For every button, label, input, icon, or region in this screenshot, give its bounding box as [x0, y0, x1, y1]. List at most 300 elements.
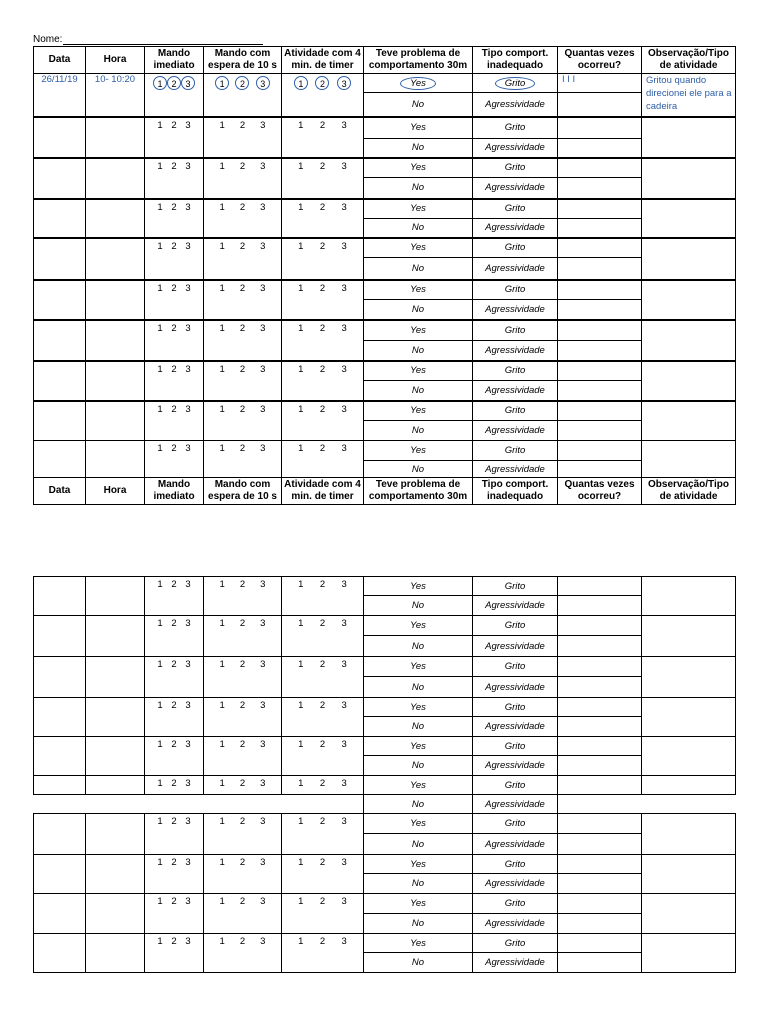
scale-option-1[interactable]: 1 — [157, 403, 163, 415]
type-agressividade-option[interactable] — [473, 381, 558, 401]
scale-option-3[interactable]: 3 — [185, 282, 191, 294]
scale-option-3[interactable]: 3 — [185, 160, 191, 172]
scale-option-1[interactable]: 1 — [157, 659, 163, 670]
scale-option-2[interactable]: 2 — [239, 579, 246, 590]
scale-option-2[interactable]: 2 — [239, 936, 246, 947]
scale-option-2[interactable]: 2 — [239, 739, 246, 750]
scale-option-2[interactable]: 2 — [319, 119, 326, 131]
scale-option-1[interactable]: 1 — [219, 700, 225, 711]
scale-option-2[interactable]: 2 — [171, 579, 177, 590]
type-grito-option[interactable] — [473, 441, 558, 461]
scale-option-2[interactable]: 2 — [171, 896, 177, 907]
scale-option-3[interactable]: 3 — [260, 857, 266, 868]
observation-cell[interactable] — [642, 737, 736, 776]
atividade-scale[interactable] — [282, 199, 364, 238]
count-cell[interactable] — [558, 577, 642, 596]
scale-option-1[interactable]: 1 — [219, 160, 225, 172]
problem-yes-option[interactable] — [364, 814, 473, 834]
mando-imediato-scale[interactable] — [145, 616, 204, 657]
scale-option-3[interactable]: 3 — [341, 700, 347, 711]
scale-option-2[interactable]: 2 — [319, 739, 326, 750]
type-grito-option[interactable] — [473, 776, 558, 795]
mando-espera-scale[interactable] — [204, 158, 282, 199]
count-cell[interactable] — [558, 616, 642, 636]
scale-option-3[interactable]: 3 — [341, 579, 347, 590]
scale-option-2[interactable]: 2 — [171, 778, 177, 789]
mando-imediato-scale[interactable] — [145, 401, 204, 441]
problem-yes-option[interactable] — [364, 117, 473, 139]
problem-yes-option[interactable] — [364, 698, 473, 717]
observation-cell[interactable] — [642, 698, 736, 737]
date-cell[interactable]: 26/11/19 — [34, 74, 86, 117]
date-cell[interactable] — [34, 577, 86, 616]
scale-option-1[interactable]: 1 — [153, 76, 167, 90]
mando-imediato-scale[interactable] — [145, 855, 204, 894]
observation-cell[interactable] — [642, 577, 736, 616]
scale-option-3[interactable]: 3 — [260, 739, 266, 750]
mando-imediato-scale[interactable] — [145, 199, 204, 238]
mando-espera-scale[interactable] — [204, 737, 282, 776]
count-cell[interactable] — [558, 934, 642, 953]
time-cell[interactable] — [86, 855, 145, 894]
time-cell[interactable] — [86, 441, 145, 478]
time-cell[interactable] — [86, 199, 145, 238]
mando-imediato-scale[interactable] — [145, 577, 204, 616]
problem-yes-option[interactable] — [364, 934, 473, 953]
scale-option-3[interactable]: 3 — [341, 857, 347, 868]
count-cell[interactable] — [558, 894, 642, 914]
count-cell[interactable] — [558, 814, 642, 834]
date-cell[interactable] — [34, 401, 86, 441]
scale-option-2[interactable]: 2 — [319, 857, 326, 868]
count-cell[interactable] — [558, 737, 642, 756]
type-agressividade-option[interactable] — [473, 717, 558, 737]
problem-no-option[interactable] — [364, 717, 473, 737]
type-grito-option[interactable] — [473, 616, 558, 636]
scale-option-3[interactable]: 3 — [260, 618, 266, 629]
scale-option-2[interactable]: 2 — [239, 322, 246, 334]
date-cell[interactable] — [34, 238, 86, 280]
date-cell[interactable] — [34, 814, 86, 855]
scale-option-2[interactable]: 2 — [171, 857, 177, 868]
observation-cell[interactable] — [642, 934, 736, 973]
scale-option-3[interactable]: 3 — [185, 443, 191, 454]
scale-option-3[interactable]: 3 — [260, 322, 266, 334]
scale-option-1[interactable]: 1 — [298, 896, 304, 907]
atividade-scale[interactable] — [282, 441, 364, 478]
scale-option-2[interactable]: 2 — [239, 700, 246, 711]
scale-option-3[interactable]: 3 — [341, 282, 347, 294]
problem-no-option[interactable] — [364, 834, 473, 855]
scale-option-2[interactable]: 2 — [239, 201, 246, 213]
type-grito-option[interactable] — [473, 320, 558, 341]
type-agressividade-option[interactable] — [473, 341, 558, 361]
atividade-scale[interactable] — [282, 238, 364, 280]
mando-imediato-scale[interactable] — [145, 894, 204, 934]
date-cell[interactable] — [34, 855, 86, 894]
scale-option-2[interactable]: 2 — [319, 778, 326, 789]
mando-imediato-scale[interactable] — [145, 158, 204, 199]
scale-option-1[interactable]: 1 — [157, 443, 163, 454]
observation-cell[interactable] — [642, 199, 736, 238]
count-cell[interactable] — [558, 320, 642, 341]
scale-option-2[interactable]: 2 — [239, 119, 246, 131]
date-cell[interactable] — [34, 698, 86, 737]
scale-option-1[interactable]: 1 — [298, 618, 304, 629]
type-agressividade-option[interactable] — [473, 461, 558, 478]
scale-option-3[interactable]: 3 — [337, 76, 351, 90]
type-grito-option[interactable] — [473, 238, 558, 258]
scale-option-1[interactable]: 1 — [157, 282, 163, 294]
type-grito-option[interactable] — [473, 74, 558, 93]
scale-option-1[interactable]: 1 — [157, 119, 163, 131]
scale-option-3[interactable]: 3 — [341, 778, 347, 789]
scale-option-1[interactable]: 1 — [298, 119, 304, 131]
type-agressividade-option[interactable] — [473, 756, 558, 776]
mando-imediato-scale[interactable] — [145, 320, 204, 361]
scale-option-3[interactable]: 3 — [260, 160, 266, 172]
scale-option-2[interactable]: 2 — [171, 618, 177, 629]
type-grito-option[interactable] — [473, 361, 558, 381]
mando-espera-scale[interactable] — [204, 894, 282, 934]
scale-option-1[interactable]: 1 — [298, 778, 304, 789]
scale-option-3[interactable]: 3 — [185, 201, 191, 213]
type-agressividade-option[interactable] — [473, 139, 558, 158]
scale-option-2[interactable]: 2 — [171, 816, 177, 827]
mando-espera-scale[interactable] — [204, 934, 282, 973]
mando-espera-scale[interactable] — [204, 238, 282, 280]
count-cell-sub[interactable] — [558, 421, 642, 441]
scale-option-3[interactable]: 3 — [341, 201, 347, 213]
mando-espera-scale[interactable] — [204, 698, 282, 737]
problem-yes-option[interactable] — [364, 737, 473, 756]
scale-option-3[interactable]: 3 — [185, 618, 191, 629]
problem-no-option[interactable] — [364, 795, 473, 814]
problem-yes-option[interactable] — [364, 616, 473, 636]
scale-option-2[interactable]: 2 — [319, 816, 326, 827]
time-cell[interactable] — [86, 657, 145, 698]
scale-option-2[interactable]: 2 — [167, 76, 181, 90]
count-cell[interactable] — [558, 117, 642, 139]
scale-option-2[interactable]: 2 — [239, 896, 246, 907]
scale-option-3[interactable]: 3 — [185, 363, 191, 375]
problem-no-option[interactable] — [364, 381, 473, 401]
scale-option-1[interactable]: 1 — [298, 403, 304, 415]
type-grito-option[interactable] — [473, 401, 558, 421]
scale-option-2[interactable]: 2 — [171, 403, 177, 415]
scale-option-2[interactable]: 2 — [171, 700, 177, 711]
observation-cell[interactable] — [642, 401, 736, 441]
type-grito-option[interactable] — [473, 280, 558, 300]
scale-option-3[interactable]: 3 — [260, 778, 266, 789]
type-grito-option[interactable] — [473, 737, 558, 756]
mando-espera-scale[interactable] — [204, 855, 282, 894]
mando-espera-scale[interactable] — [204, 814, 282, 855]
scale-option-3[interactable]: 3 — [185, 659, 191, 670]
scale-option-2[interactable]: 2 — [171, 739, 177, 750]
scale-option-2[interactable]: 2 — [171, 119, 177, 131]
date-cell[interactable] — [34, 158, 86, 199]
scale-option-1[interactable]: 1 — [157, 322, 163, 334]
observation-cell[interactable] — [642, 441, 736, 478]
scale-option-1[interactable]: 1 — [298, 739, 304, 750]
scale-option-3[interactable]: 3 — [341, 739, 347, 750]
atividade-scale[interactable] — [282, 934, 364, 973]
scale-option-1[interactable]: 1 — [157, 816, 163, 827]
atividade-scale[interactable] — [282, 814, 364, 855]
scale-option-3[interactable]: 3 — [260, 936, 266, 947]
scale-option-3[interactable]: 3 — [185, 739, 191, 750]
mando-espera-scale[interactable] — [204, 401, 282, 441]
scale-option-3[interactable]: 3 — [341, 240, 347, 252]
scale-option-2[interactable]: 2 — [239, 816, 246, 827]
scale-option-3[interactable]: 3 — [185, 936, 191, 947]
count-cell-sub[interactable] — [558, 953, 642, 973]
scale-option-2[interactable]: 2 — [239, 282, 246, 294]
count-cell-sub[interactable] — [558, 381, 642, 401]
problem-yes-option[interactable] — [364, 401, 473, 421]
scale-option-3[interactable]: 3 — [341, 936, 347, 947]
scale-option-1[interactable]: 1 — [219, 739, 225, 750]
type-grito-option[interactable] — [473, 657, 558, 677]
scale-option-2[interactable]: 2 — [171, 936, 177, 947]
scale-option-3[interactable]: 3 — [341, 896, 347, 907]
mando-imediato-scale[interactable] — [145, 934, 204, 973]
scale-option-2[interactable]: 2 — [319, 618, 326, 629]
count-cell-sub[interactable] — [558, 677, 642, 698]
scale-option-1[interactable]: 1 — [219, 322, 225, 334]
scale-option-3[interactable]: 3 — [260, 282, 266, 294]
scale-option-3[interactable]: 3 — [341, 816, 347, 827]
count-cell-sub[interactable] — [558, 139, 642, 158]
count-cell[interactable] — [558, 776, 642, 795]
scale-option-3[interactable]: 3 — [185, 579, 191, 590]
scale-option-2[interactable]: 2 — [319, 896, 326, 907]
count-cell-sub[interactable] — [558, 300, 642, 320]
time-cell[interactable] — [86, 616, 145, 657]
mando-espera-scale[interactable] — [204, 117, 282, 158]
scale-option-3[interactable]: 3 — [185, 240, 191, 252]
type-agressividade-option[interactable] — [473, 596, 558, 616]
scale-option-1[interactable]: 1 — [298, 700, 304, 711]
scale-option-3[interactable]: 3 — [341, 363, 347, 375]
type-agressividade-option[interactable] — [473, 93, 558, 117]
scale-option-3[interactable]: 3 — [185, 816, 191, 827]
scale-option-3[interactable]: 3 — [260, 201, 266, 213]
atividade-scale[interactable] — [282, 657, 364, 698]
count-cell-sub[interactable] — [558, 341, 642, 361]
type-grito-option[interactable] — [473, 894, 558, 914]
scale-option-2[interactable]: 2 — [239, 160, 246, 172]
atividade-scale[interactable] — [282, 401, 364, 441]
scale-option-2[interactable]: 2 — [319, 443, 326, 454]
atividade-scale[interactable] — [282, 698, 364, 737]
mando-imediato-scale[interactable] — [145, 117, 204, 158]
date-cell[interactable] — [34, 657, 86, 698]
scale-option-1[interactable]: 1 — [219, 896, 225, 907]
problem-no-option[interactable] — [364, 93, 473, 117]
scale-option-1[interactable]: 1 — [219, 282, 225, 294]
scale-option-2[interactable]: 2 — [319, 282, 326, 294]
observation-cell[interactable] — [642, 238, 736, 280]
type-grito-option[interactable] — [473, 577, 558, 596]
scale-option-1[interactable]: 1 — [298, 443, 304, 454]
date-cell[interactable] — [34, 776, 86, 795]
scale-option-2[interactable]: 2 — [171, 240, 177, 252]
scale-option-1[interactable]: 1 — [215, 76, 229, 90]
count-cell[interactable] — [558, 401, 642, 421]
date-cell[interactable] — [34, 934, 86, 973]
mando-espera-scale[interactable] — [204, 776, 282, 795]
problem-no-option[interactable] — [364, 219, 473, 238]
problem-no-option[interactable] — [364, 677, 473, 698]
count-cell[interactable] — [558, 361, 642, 381]
scale-option-2[interactable]: 2 — [239, 403, 246, 415]
scale-option-1[interactable]: 1 — [298, 936, 304, 947]
scale-option-1[interactable]: 1 — [298, 282, 304, 294]
type-agressividade-option[interactable] — [473, 914, 558, 934]
scale-option-3[interactable]: 3 — [260, 443, 266, 454]
mando-espera-scale[interactable] — [204, 320, 282, 361]
scale-option-1[interactable]: 1 — [219, 240, 225, 252]
date-cell[interactable] — [34, 361, 86, 401]
scale-option-1[interactable]: 1 — [157, 240, 163, 252]
scale-option-1[interactable]: 1 — [298, 201, 304, 213]
problem-yes-option[interactable] — [364, 894, 473, 914]
time-cell[interactable] — [86, 320, 145, 361]
problem-no-option[interactable] — [364, 874, 473, 894]
atividade-scale[interactable] — [282, 737, 364, 776]
scale-option-1[interactable]: 1 — [298, 857, 304, 868]
time-cell[interactable] — [86, 361, 145, 401]
atividade-scale[interactable] — [282, 894, 364, 934]
scale-option-3[interactable]: 3 — [185, 896, 191, 907]
problem-no-option[interactable] — [364, 914, 473, 934]
scale-option-1[interactable]: 1 — [219, 778, 225, 789]
scale-option-1[interactable]: 1 — [157, 160, 163, 172]
time-cell[interactable] — [86, 934, 145, 973]
count-cell-sub[interactable] — [558, 874, 642, 894]
scale-option-3[interactable]: 3 — [341, 322, 347, 334]
mando-espera-scale[interactable] — [204, 74, 282, 117]
scale-option-3[interactable]: 3 — [341, 659, 347, 670]
problem-no-option[interactable] — [364, 258, 473, 280]
count-cell[interactable]: I I I — [558, 74, 642, 93]
observation-cell[interactable] — [642, 894, 736, 934]
time-cell[interactable] — [86, 238, 145, 280]
count-cell-sub[interactable] — [558, 717, 642, 737]
mando-imediato-scale[interactable] — [145, 441, 204, 478]
type-agressividade-option[interactable] — [473, 795, 558, 814]
observation-cell[interactable] — [642, 657, 736, 698]
scale-option-2[interactable]: 2 — [171, 443, 177, 454]
problem-yes-option[interactable] — [364, 238, 473, 258]
atividade-scale[interactable] — [282, 855, 364, 894]
problem-yes-option[interactable] — [364, 441, 473, 461]
count-cell-sub[interactable] — [558, 756, 642, 776]
scale-option-1[interactable]: 1 — [219, 443, 225, 454]
scale-option-1[interactable]: 1 — [219, 403, 225, 415]
scale-option-1[interactable]: 1 — [219, 936, 225, 947]
problem-yes-option[interactable] — [364, 199, 473, 219]
type-agressividade-option[interactable] — [473, 636, 558, 657]
type-agressividade-option[interactable] — [473, 178, 558, 199]
atividade-scale[interactable] — [282, 320, 364, 361]
count-cell[interactable] — [558, 280, 642, 300]
scale-option-2[interactable]: 2 — [319, 240, 326, 252]
count-cell-sub[interactable] — [558, 596, 642, 616]
scale-option-3[interactable]: 3 — [185, 778, 191, 789]
count-cell-sub[interactable] — [558, 258, 642, 280]
scale-option-1[interactable]: 1 — [157, 618, 163, 629]
mando-imediato-scale[interactable] — [145, 74, 204, 117]
date-cell[interactable] — [34, 117, 86, 158]
mando-espera-scale[interactable] — [204, 577, 282, 616]
scale-option-2[interactable]: 2 — [235, 76, 249, 90]
type-agressividade-option[interactable] — [473, 421, 558, 441]
type-grito-option[interactable] — [473, 698, 558, 717]
scale-option-2[interactable]: 2 — [319, 160, 326, 172]
scale-option-1[interactable]: 1 — [219, 857, 225, 868]
mando-imediato-scale[interactable] — [145, 698, 204, 737]
time-cell[interactable] — [86, 814, 145, 855]
scale-option-1[interactable]: 1 — [219, 119, 225, 131]
type-grito-option[interactable] — [473, 158, 558, 178]
observation-cell[interactable] — [642, 616, 736, 657]
problem-yes-option[interactable] — [364, 776, 473, 795]
problem-no-option[interactable] — [364, 300, 473, 320]
time-cell[interactable] — [86, 117, 145, 158]
scale-option-3[interactable]: 3 — [341, 443, 347, 454]
date-cell[interactable] — [34, 737, 86, 776]
atividade-scale[interactable] — [282, 776, 364, 795]
type-grito-option[interactable] — [473, 934, 558, 953]
scale-option-3[interactable]: 3 — [185, 403, 191, 415]
scale-option-3[interactable]: 3 — [260, 896, 266, 907]
scale-option-3[interactable]: 3 — [341, 160, 347, 172]
problem-yes-option[interactable] — [364, 280, 473, 300]
date-cell[interactable] — [34, 616, 86, 657]
observation-cell[interactable] — [642, 117, 736, 158]
mando-espera-scale[interactable] — [204, 616, 282, 657]
scale-option-2[interactable]: 2 — [171, 201, 177, 213]
atividade-scale[interactable] — [282, 158, 364, 199]
time-cell[interactable] — [86, 894, 145, 934]
observation-cell[interactable] — [642, 361, 736, 401]
time-cell[interactable] — [86, 158, 145, 199]
type-grito-option[interactable] — [473, 855, 558, 874]
scale-option-1[interactable]: 1 — [219, 363, 225, 375]
scale-option-3[interactable]: 3 — [260, 816, 266, 827]
scale-option-3[interactable]: 3 — [260, 240, 266, 252]
problem-no-option[interactable] — [364, 596, 473, 616]
date-cell[interactable] — [34, 894, 86, 934]
scale-option-3[interactable]: 3 — [185, 700, 191, 711]
scale-option-3[interactable]: 3 — [260, 403, 266, 415]
scale-option-2[interactable]: 2 — [239, 363, 246, 375]
time-cell[interactable] — [86, 280, 145, 320]
scale-option-3[interactable]: 3 — [260, 363, 266, 375]
problem-yes-option[interactable] — [364, 855, 473, 874]
type-agressividade-option[interactable] — [473, 300, 558, 320]
problem-yes-option[interactable] — [364, 361, 473, 381]
count-cell[interactable] — [558, 158, 642, 178]
scale-option-3[interactable]: 3 — [341, 403, 347, 415]
scale-option-1[interactable]: 1 — [298, 579, 304, 590]
count-cell-sub[interactable] — [558, 834, 642, 855]
mando-imediato-scale[interactable] — [145, 361, 204, 401]
type-agressividade-option[interactable] — [473, 677, 558, 698]
